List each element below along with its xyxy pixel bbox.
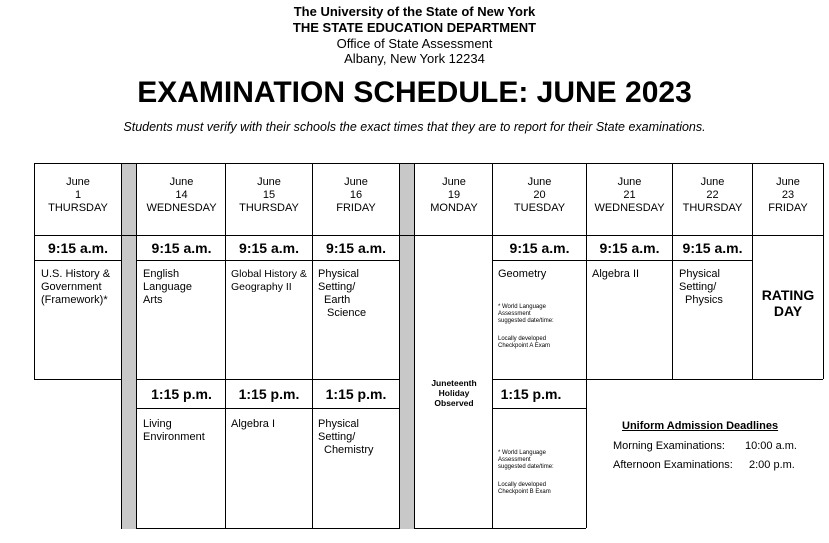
morning-time-june-16: 9:15 a.m. <box>326 240 386 256</box>
day-header-june-1: June 1 THURSDAY <box>48 176 108 214</box>
afternoon-time-june-16: 1:15 p.m. <box>325 386 387 402</box>
exam-physics: Physical Setting/ Physics <box>679 268 723 306</box>
exam-living-environment: Living Environment <box>143 418 205 443</box>
world-language-note-b: * World Language Assessment suggested date/time: <box>498 450 554 470</box>
morning-time-june-22: 9:15 a.m. <box>682 240 743 256</box>
exam-global-history: Global History & Geography II <box>231 268 307 293</box>
admission-deadlines-title: Uniform Admission Deadlines <box>622 420 779 432</box>
rating-day-label: RATING DAY <box>761 287 815 319</box>
morning-deadline-label: Morning Examinations: <box>613 440 725 452</box>
afternoon-time-june-20: 1:15 p.m. <box>500 386 562 402</box>
afternoon-time-june-14: 1:15 p.m. <box>151 386 212 402</box>
office-name: Office of State Assessment <box>336 36 493 51</box>
day-header-june-19: June 19 MONDAY <box>430 176 478 214</box>
page-title: EXAMINATION SCHEDULE: JUNE 2023 <box>137 76 692 109</box>
day-header-june-20: June 20 TUESDAY <box>513 176 566 214</box>
juneteenth-holiday-label: Juneteenth Holiday Observed <box>431 378 477 408</box>
checkpoint-a-note: Locally developed Checkpoint A Exam <box>498 336 551 349</box>
day-header-june-15: June 15 THURSDAY <box>239 176 299 214</box>
day-header-june-14: June 14 WEDNESDAY <box>146 176 217 214</box>
exam-algebra-i: Algebra I <box>231 418 276 430</box>
world-language-note-a: * World Language Assessment suggested date/time: <box>498 304 554 324</box>
exam-chemistry: Physical Setting/ Chemistry <box>318 418 374 456</box>
week-separator-2 <box>399 163 415 529</box>
morning-time-june-14: 9:15 a.m. <box>151 240 212 256</box>
exam-english-language-arts: English Language Arts <box>143 268 192 306</box>
exam-us-history: U.S. History & Government (Framework)* <box>41 268 111 306</box>
day-header-june-23: June 23 FRIDAY <box>768 176 808 214</box>
department-name: THE STATE EDUCATION DEPARTMENT <box>292 20 537 35</box>
week-separator-1 <box>121 163 137 529</box>
morning-time-june-20: 9:15 a.m. <box>509 240 570 256</box>
day-header-june-21: June 21 WEDNESDAY <box>594 176 665 214</box>
institution-name: The University of the State of New York <box>293 4 536 19</box>
afternoon-time-june-15: 1:15 p.m. <box>238 386 300 402</box>
exam-algebra-ii: Algebra II <box>592 268 640 280</box>
office-address: Albany, New York 12234 <box>344 51 485 66</box>
page-subtitle: Students must verify with their schools the exact times that they are to report for their State examinations. <box>123 120 706 134</box>
exam-geometry: Geometry <box>498 268 547 280</box>
day-header-june-16: June 16 FRIDAY <box>336 176 376 214</box>
morning-time-june-1: 9:15 a.m. <box>48 240 108 256</box>
morning-deadline-time: 10:00 a.m. <box>745 440 797 452</box>
afternoon-deadline-label: Afternoon Examinations: <box>613 459 733 471</box>
afternoon-deadline-time: 2:00 p.m. <box>749 459 795 471</box>
morning-time-june-21: 9:15 a.m. <box>599 240 660 256</box>
checkpoint-b-note: Locally developed Checkpoint B Exam <box>498 482 551 495</box>
exam-earth-science: Physical Setting/ Earth Science <box>318 268 367 319</box>
morning-time-june-15: 9:15 a.m. <box>239 240 299 256</box>
day-header-june-22: June 22 THURSDAY <box>682 176 743 214</box>
